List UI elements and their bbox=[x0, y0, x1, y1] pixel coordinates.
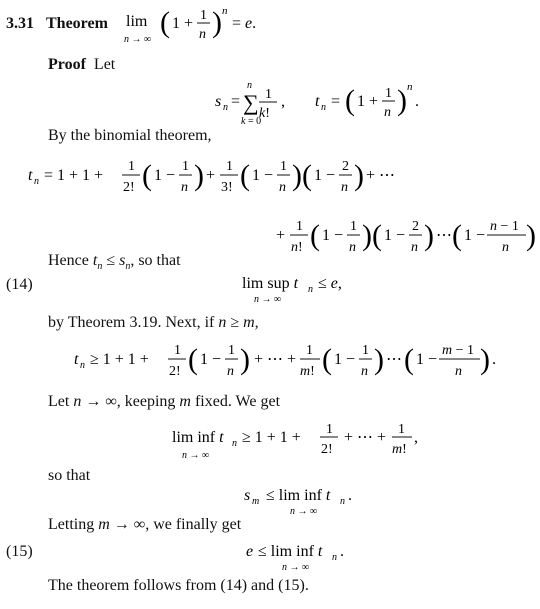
theorem-number: 3.31 bbox=[6, 15, 34, 32]
theorem-ref-line bbox=[48, 313, 259, 333]
svg-text:⋯: ⋯ bbox=[386, 351, 402, 368]
e-le-liminf bbox=[246, 538, 356, 574]
svg-text:): ) bbox=[240, 343, 250, 376]
theorem-limit-formula bbox=[124, 2, 257, 52]
svg-text:1 −: 1 − bbox=[154, 167, 176, 184]
svg-text:1: 1 bbox=[362, 343, 369, 358]
svg-text:m: m bbox=[252, 496, 260, 507]
svg-text:= 1 + 1 +: = 1 + 1 + bbox=[44, 167, 104, 184]
svg-text:1: 1 bbox=[182, 159, 189, 174]
svg-text:n: n bbox=[411, 240, 418, 255]
svg-text:): ) bbox=[374, 343, 384, 376]
fixed-we-get: fixed. We get bbox=[194, 393, 281, 410]
n-ge-m: n ≥ m, bbox=[218, 314, 259, 331]
svg-text:1: 1 bbox=[326, 422, 333, 437]
svg-text:(: ( bbox=[372, 219, 382, 252]
svg-text:t: t bbox=[315, 93, 320, 110]
let-n-line bbox=[48, 392, 280, 412]
svg-text:): ) bbox=[292, 159, 302, 192]
svg-text:= e.: = e. bbox=[232, 15, 257, 32]
svg-text:1: 1 bbox=[398, 422, 405, 437]
svg-text:k!: k! bbox=[259, 106, 270, 121]
svg-text:n: n bbox=[321, 102, 326, 113]
hence-word: Hence bbox=[48, 252, 89, 269]
svg-text:1: 1 bbox=[228, 343, 235, 358]
svg-text:n: n bbox=[407, 81, 413, 93]
svg-text:n: n bbox=[332, 552, 337, 563]
svg-text:1 −: 1 − bbox=[464, 227, 486, 244]
svg-text:n: n bbox=[80, 360, 85, 371]
svg-text:(: ( bbox=[142, 159, 152, 192]
svg-text:1: 1 bbox=[296, 219, 303, 234]
svg-text:lim: lim bbox=[126, 13, 148, 30]
svg-text:1: 1 bbox=[265, 87, 272, 102]
svg-text:n: n bbox=[222, 5, 228, 17]
svg-text:1 −: 1 − bbox=[416, 351, 438, 368]
so-that-2: so that bbox=[48, 467, 91, 484]
svg-text:s: s bbox=[244, 487, 251, 504]
svg-text:m!: m! bbox=[300, 364, 315, 379]
svg-text:+ ⋯: + ⋯ bbox=[366, 167, 396, 184]
m-variable: m bbox=[179, 393, 191, 410]
svg-text:(: ( bbox=[452, 219, 462, 252]
proof-line bbox=[48, 55, 115, 75]
svg-text:1: 1 bbox=[226, 159, 233, 174]
svg-text:(: ( bbox=[345, 84, 355, 117]
m-to-infinity: m → ∞ bbox=[98, 516, 146, 533]
svg-text:1: 1 bbox=[280, 159, 287, 174]
svg-text:.: . bbox=[492, 351, 496, 368]
svg-text:n: n bbox=[34, 176, 39, 187]
svg-text:n: n bbox=[455, 364, 462, 379]
svg-text:(: ( bbox=[240, 159, 250, 192]
svg-text:(: ( bbox=[188, 343, 198, 376]
svg-text:≤ e,: ≤ e, bbox=[318, 275, 342, 292]
svg-text:n → ∞: n → ∞ bbox=[254, 294, 282, 305]
svg-text:): ) bbox=[362, 219, 372, 252]
svg-text:+: + bbox=[276, 227, 286, 244]
svg-text:n: n bbox=[223, 102, 228, 113]
svg-text:1 −: 1 − bbox=[322, 227, 344, 244]
svg-text:): ) bbox=[212, 6, 222, 39]
liminf-lower-bound bbox=[172, 416, 432, 471]
keeping-word: , keeping bbox=[116, 393, 176, 410]
svg-text:⋯: ⋯ bbox=[436, 227, 452, 244]
svg-text:n: n bbox=[361, 364, 368, 379]
svg-text:1: 1 bbox=[174, 343, 181, 358]
svg-text:(: ( bbox=[310, 219, 320, 252]
svg-text:+ ⋯ +: + ⋯ + bbox=[344, 429, 387, 446]
svg-text:lim sup t: lim sup t bbox=[242, 275, 299, 292]
by-theorem-text: by Theorem 3.19. Next, if bbox=[48, 314, 215, 331]
equation-number-15: (15) bbox=[6, 543, 33, 560]
svg-text:+: + bbox=[206, 167, 216, 184]
svg-text:2!: 2! bbox=[321, 442, 333, 457]
letting-line bbox=[48, 515, 241, 535]
svg-text:,: , bbox=[414, 429, 418, 446]
svg-text:2: 2 bbox=[342, 159, 349, 174]
svg-text:n: n bbox=[181, 180, 188, 195]
theorem-label: Theorem bbox=[46, 15, 108, 32]
svg-text:1: 1 bbox=[385, 86, 392, 101]
svg-text:3!: 3! bbox=[221, 180, 233, 195]
proof-label: Proof bbox=[48, 56, 86, 73]
sm-le-liminf bbox=[244, 482, 374, 518]
svg-text:n − 1: n − 1 bbox=[490, 219, 519, 234]
sn-tn-definitions bbox=[215, 74, 425, 134]
svg-text:): ) bbox=[354, 159, 364, 192]
svg-text:): ) bbox=[194, 159, 204, 192]
letting-word: Letting bbox=[48, 516, 95, 533]
tn-lower-bound bbox=[74, 334, 514, 389]
svg-text:n → ∞: n → ∞ bbox=[290, 506, 318, 517]
svg-text:≤ lim inf t: ≤ lim inf t bbox=[266, 487, 331, 504]
svg-text:m!: m! bbox=[392, 442, 407, 457]
svg-text:n → ∞: n → ∞ bbox=[282, 562, 310, 573]
svg-text:): ) bbox=[397, 84, 407, 117]
svg-text:1 −: 1 − bbox=[384, 227, 406, 244]
svg-text:n: n bbox=[308, 284, 313, 295]
svg-text:2!: 2! bbox=[169, 364, 181, 379]
svg-text:t: t bbox=[28, 167, 33, 184]
binomial-sentence: By the binomial theorem, bbox=[48, 127, 212, 144]
svg-text:.: . bbox=[415, 93, 419, 110]
svg-text:(: ( bbox=[404, 343, 414, 376]
svg-text:.: . bbox=[348, 487, 352, 504]
svg-text:n: n bbox=[340, 496, 345, 507]
conclusion-sentence: The theorem follows from (14) and (15). bbox=[48, 577, 309, 594]
svg-text:=: = bbox=[231, 93, 241, 110]
svg-text:1 −: 1 − bbox=[334, 351, 356, 368]
tn-expansion-line2 bbox=[276, 210, 536, 265]
svg-text:2: 2 bbox=[412, 219, 419, 234]
svg-text:s: s bbox=[215, 93, 222, 110]
let-word: Let bbox=[48, 393, 70, 410]
svg-text:): ) bbox=[424, 219, 434, 252]
limsup-inequality bbox=[242, 270, 362, 306]
finally-get: , we finally get bbox=[145, 516, 242, 533]
svg-text:t: t bbox=[74, 351, 79, 368]
so-that-1: , so that bbox=[130, 252, 181, 269]
svg-text:): ) bbox=[480, 343, 490, 376]
svg-text:n: n bbox=[341, 180, 348, 195]
svg-text:1 +: 1 + bbox=[172, 15, 194, 32]
svg-text:1: 1 bbox=[128, 159, 135, 174]
svg-text:n: n bbox=[199, 27, 206, 42]
svg-text:2!: 2! bbox=[123, 180, 135, 195]
svg-text:1 +: 1 + bbox=[357, 93, 379, 110]
svg-text:n → ∞: n → ∞ bbox=[124, 34, 152, 45]
svg-text:n: n bbox=[349, 240, 356, 255]
svg-text:lim inf t: lim inf t bbox=[172, 429, 224, 446]
svg-text:n: n bbox=[227, 364, 234, 379]
svg-text:m − 1: m − 1 bbox=[442, 343, 475, 358]
svg-text:1 −: 1 − bbox=[200, 351, 222, 368]
n-to-infinity: n → ∞ bbox=[73, 393, 117, 410]
svg-text:n: n bbox=[502, 240, 509, 255]
svg-text:1: 1 bbox=[306, 343, 313, 358]
svg-text:e: e bbox=[246, 543, 254, 560]
svg-text:(: ( bbox=[302, 159, 312, 192]
svg-text:+ ⋯ +: + ⋯ + bbox=[254, 351, 297, 368]
svg-text:1 −: 1 − bbox=[314, 167, 336, 184]
svg-text:k = 0: k = 0 bbox=[241, 116, 262, 127]
svg-text:,: , bbox=[281, 93, 285, 110]
svg-text:.: . bbox=[340, 543, 344, 560]
proof-let: Let bbox=[93, 56, 116, 73]
tn-expansion-line1 bbox=[28, 150, 408, 205]
equation-number-14: (14) bbox=[6, 276, 33, 293]
svg-text:n: n bbox=[279, 180, 286, 195]
svg-text:1: 1 bbox=[200, 8, 207, 23]
svg-text:n!: n! bbox=[291, 240, 303, 255]
svg-text:n → ∞: n → ∞ bbox=[182, 450, 210, 461]
svg-text:(: ( bbox=[160, 6, 170, 39]
svg-text:n: n bbox=[232, 438, 237, 449]
svg-text:≥ 1 + 1 +: ≥ 1 + 1 + bbox=[90, 351, 149, 368]
svg-text:1 −: 1 − bbox=[252, 167, 274, 184]
svg-text:(: ( bbox=[322, 343, 332, 376]
svg-text:=: = bbox=[331, 93, 341, 110]
svg-text:): ) bbox=[526, 219, 536, 252]
svg-text:≥ 1 + 1 +: ≥ 1 + 1 + bbox=[242, 429, 301, 446]
svg-text:≤ lim inf t: ≤ lim inf t bbox=[258, 543, 323, 560]
svg-text:1: 1 bbox=[350, 219, 357, 234]
hence-line: Hence $t_n \le s_n$, so that bbox=[48, 252, 181, 273]
svg-text:∑: ∑ bbox=[243, 90, 259, 115]
svg-text:n: n bbox=[247, 80, 252, 91]
svg-text:n: n bbox=[384, 105, 391, 120]
